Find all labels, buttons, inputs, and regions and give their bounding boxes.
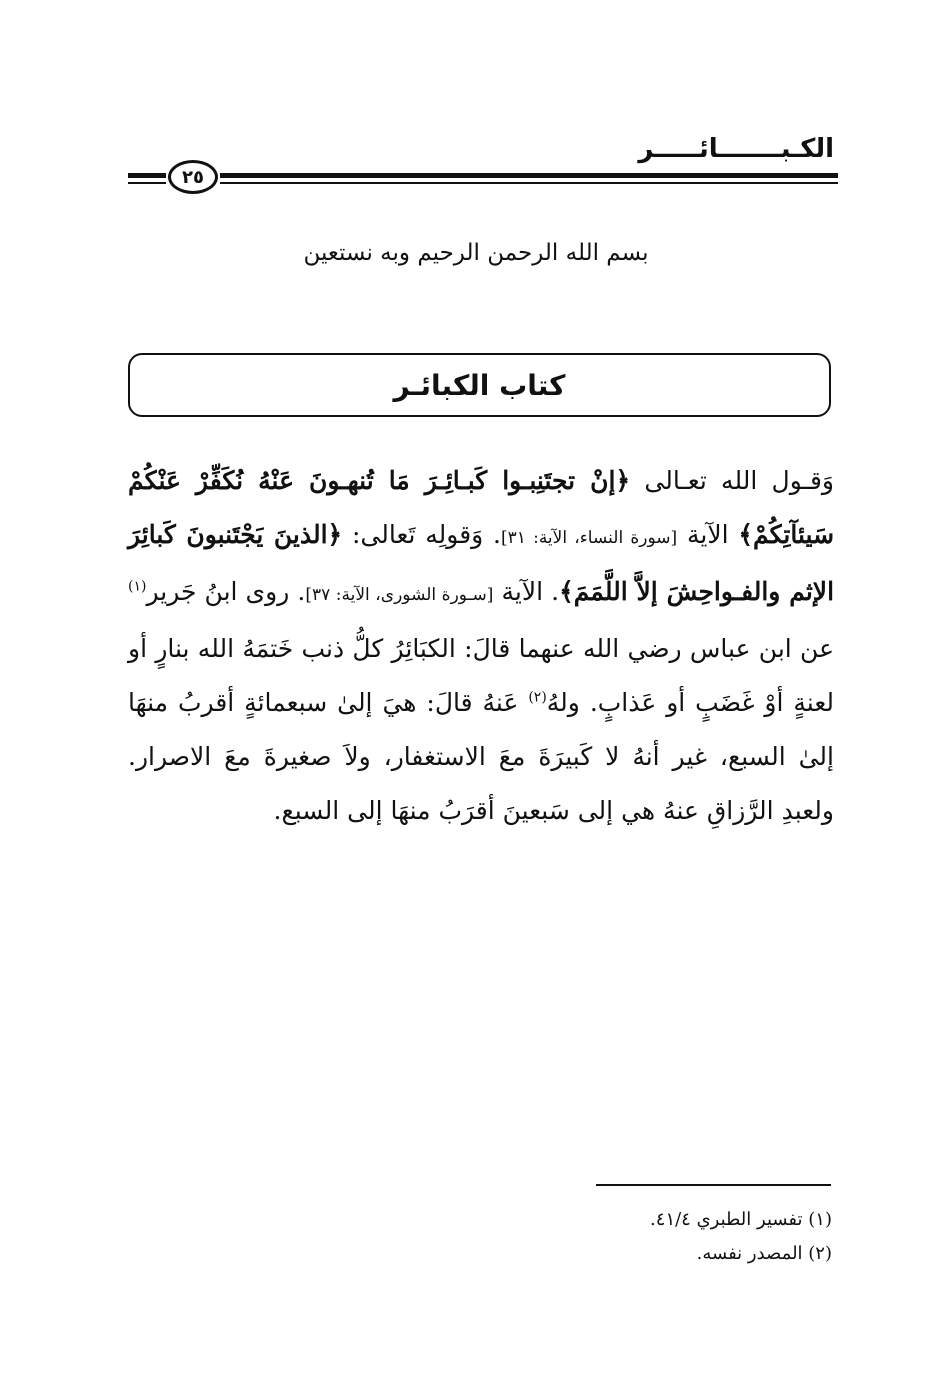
text-intro: وَقـول الله تعـالى xyxy=(644,466,834,495)
chapter-title: كتاب الكبائـر xyxy=(393,368,566,402)
header-rule-left-thin xyxy=(128,182,166,184)
footnote-marker-1[interactable]: (١) xyxy=(128,578,147,595)
footnote-2: (٢) المصدر نفسه. xyxy=(696,1243,832,1264)
quran-verse-1: ﴿إنْ تجتَنِبـوا كَبـائِـرَ مَا تُنهـونَ عَنْهُ نُكَفِّرْ عَنْكُمْ سَيئآتِكُمْ﴾ xyxy=(128,466,835,549)
header-rule-thick xyxy=(220,173,838,178)
footnote-separator xyxy=(596,1184,831,1186)
footnote-marker-2[interactable]: (٢) xyxy=(528,689,547,706)
verse-reference-2: [سـورة الشورى، الآية: ٣٧] xyxy=(305,585,494,605)
text-ibn-abbas: عن ابن عباس رضي الله عنهما قالَ: الكبَائِرُ كلُّ ذنب خَتمَهُ الله بنارٍ أو لعنةٍ أوْ غَضَبٍ أو عَذابٍ. ولهُ xyxy=(128,634,835,717)
body-paragraph xyxy=(128,454,834,838)
page-number: ٢٥ xyxy=(168,160,218,194)
text-aya-2: . الآية xyxy=(501,577,560,606)
running-header-title: الكـبـــــــائـــــر xyxy=(638,134,834,164)
text-aya-1: الآية xyxy=(686,520,729,549)
quran-verse-2: ﴿الذينَ يَجْتَنبونَ كَبائِرَ الإثم والفـواحِشَ إلاَّ اللَّمَمَ﴾ xyxy=(128,520,835,606)
basmala: بسم الله الرحمن الرحيم وبه نستعين xyxy=(303,240,649,266)
header-rule-left-thick xyxy=(128,173,166,178)
header-rule-thin xyxy=(220,182,838,184)
verse-reference-1: [سورة النساء، الآية: ٣١] xyxy=(500,528,678,548)
text-second-quote: . وَقولِه تَعالى: xyxy=(351,520,501,549)
footnote-1: (١) تفسير الطبري ٤١/٤. xyxy=(650,1209,832,1230)
chapter-title-box xyxy=(128,353,831,417)
text-narration: . روى ابنُ جَرير xyxy=(146,577,306,606)
text-conclusion: عَنهُ قالَ: هيَ إلىٰ سبعمائةٍ أقربُ منهَا إلىٰ السبع، غير أنهُ لا كَبيرَةَ معَ الاستغفار، ولاَ صغيرةَ معَ الاصرار. ولعبدِ الرَّزاقِ عنهُ هي إلى سَبعينَ أقرَبُ منهَا إلى السبع. xyxy=(128,688,834,825)
